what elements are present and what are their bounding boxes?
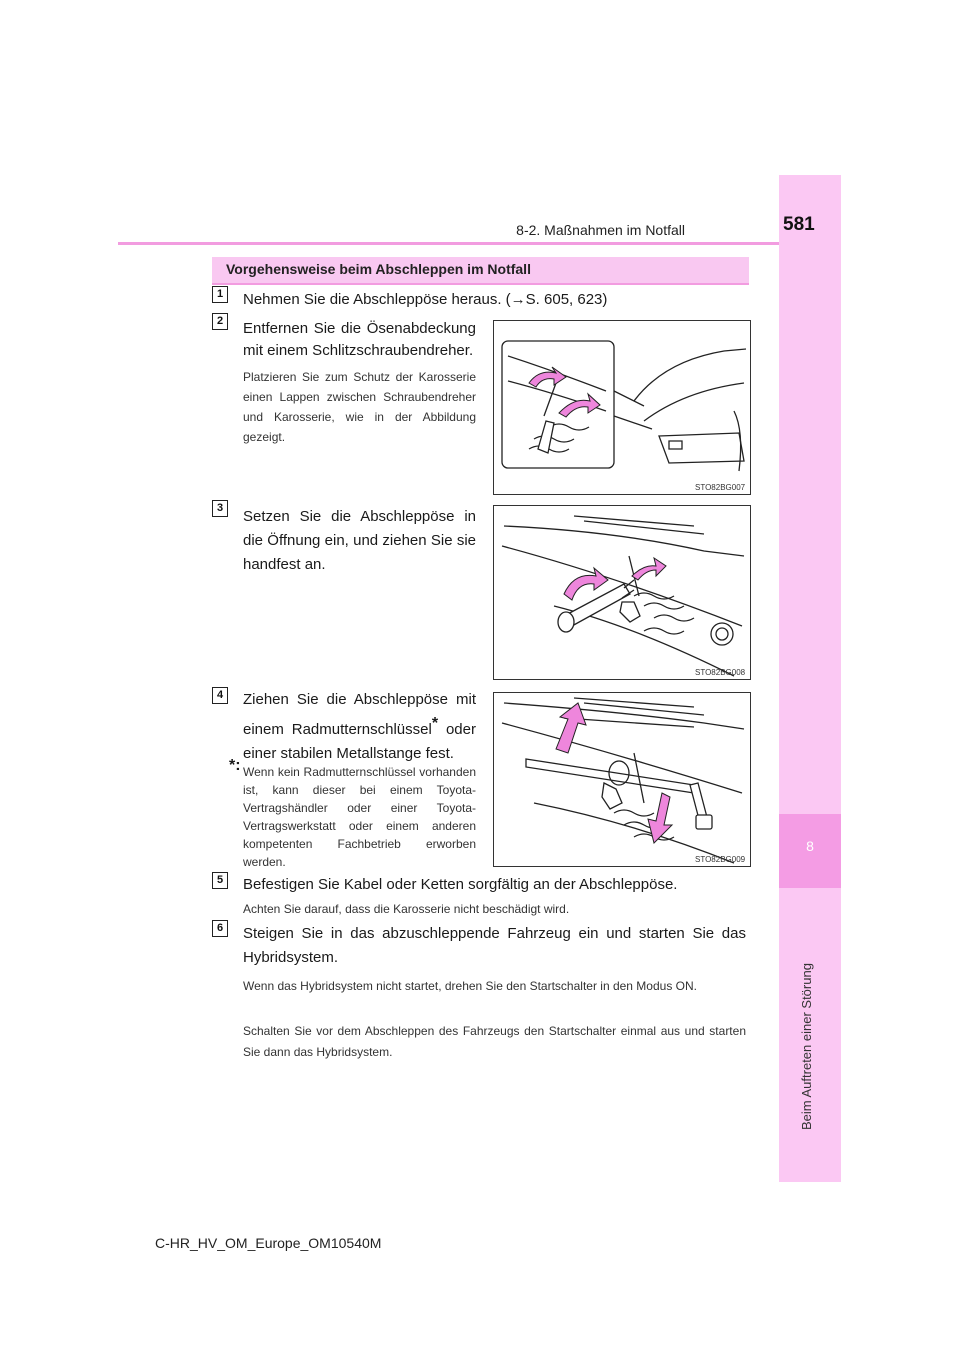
footnote-mark: *	[431, 715, 439, 732]
step-4-text-part2: oder einer stabilen Metallstange fest.	[243, 721, 476, 762]
figure-code: STO82BG009	[695, 855, 746, 864]
footnote-marker: *:	[229, 757, 241, 774]
step-badge-1: 1	[212, 286, 228, 303]
footer-document-id: C-HR_HV_OM_Europe_OM10540M	[155, 1235, 382, 1251]
chapter-title: Beim Auftreten einer Störung	[799, 963, 814, 1130]
header-rule	[118, 242, 840, 245]
step-badge-3: 3	[212, 500, 228, 517]
step-badge-5: 5	[212, 872, 228, 889]
header-section-label: 8-2. Maßnahmen im Notfall	[516, 222, 685, 238]
step-5-text: Befestigen Sie Kabel oder Ketten sorgfältig an der Abschleppöse.	[243, 876, 678, 893]
figure-cover-removal	[493, 320, 751, 495]
step-2-text: Entfernen Sie die Ösenabdeckung mit einem Schlitzschraubendreher.	[243, 320, 476, 359]
step-badge-6: 6	[212, 920, 228, 937]
step-6-text: Steigen Sie in das abzuschleppende Fahrzeug ein und starten Sie das Hybridsystem.	[243, 925, 746, 966]
eye-insertion-illustration	[494, 506, 750, 679]
figure-eye-tightening	[493, 692, 751, 867]
step-badge-4: 4	[212, 687, 228, 704]
section-title: Vorgehensweise beim Abschleppen im Notfall	[226, 261, 531, 277]
step-3-text: Setzen Sie die Abschleppöse in die Öffnung ein, und ziehen Sie sie handfest an.	[243, 508, 476, 573]
step-4-footnote: Wenn kein Radmutternschlüssel vorhanden ist, kann dieser bei einem Toyota-Vertragshändler oder einer Toyota-Vertragswerkstatt oder einem anderen kompetenten Fachbetrieb erworben werden.	[243, 765, 476, 869]
figure-code: STO82BG008	[695, 668, 746, 677]
chapter-number: 8	[806, 838, 814, 854]
step-5-note: Achten Sie darauf, dass die Karosserie nicht beschädigt wird.	[243, 902, 570, 916]
eye-tightening-illustration	[494, 693, 750, 866]
step-2-note: Platzieren Sie zum Schutz der Karosserie einen Lappen zwischen Schraubendreher und Karosserie, wie in der Abbildung gezeigt.	[243, 370, 476, 444]
step-1-text: Nehmen Sie die Abschleppöse heraus. (→S. 605, 623)	[243, 291, 608, 308]
step-4-text-part1: Ziehen Sie die Abschleppöse mit einem Radmutternschlüssel	[243, 691, 476, 738]
figure-eye-insertion	[493, 505, 751, 680]
step-badge-2: 2	[212, 313, 228, 330]
step-4-text	[243, 688, 476, 766]
cover-removal-illustration	[494, 321, 750, 494]
page-number: 581	[783, 214, 815, 235]
footnote-marker-glyph: *	[229, 757, 236, 774]
step-6-note: Wenn das Hybridsystem nicht startet, drehen Sie den Startschalter in den Modus ON.	[243, 979, 697, 993]
step-6-note-2: Schalten Sie vor dem Abschleppen des Fahrzeugs den Startschalter einmal aus und starten Sie dann das Hybridsystem.	[243, 1024, 746, 1059]
figure-code: STO82BG007	[695, 483, 746, 492]
